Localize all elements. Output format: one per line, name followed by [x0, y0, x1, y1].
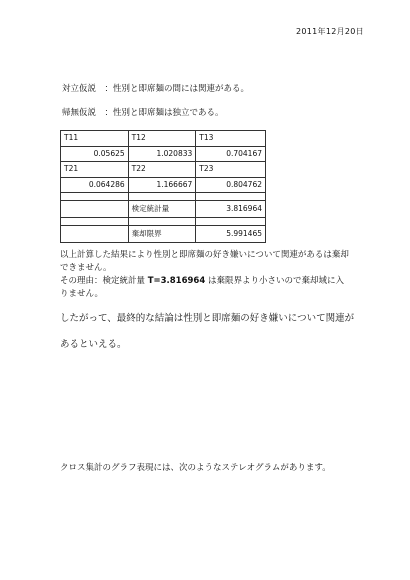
- table-cell: 1.166667: [128, 177, 196, 193]
- table-cell: [128, 193, 196, 201]
- table-row: [61, 201, 266, 218]
- table-row: [61, 218, 266, 226]
- table-row: [61, 131, 266, 147]
- table-cell: T11: [61, 131, 129, 147]
- reason-suffix: は棄限界より小さいので棄却域に入りません。: [60, 276, 344, 299]
- table-cell: 0.05625: [61, 146, 129, 162]
- table-cell: [61, 201, 129, 218]
- table-cell: T23: [196, 162, 266, 178]
- reason-paragraph: [60, 275, 350, 301]
- statistic-value: 3.816964: [196, 201, 266, 218]
- null-hypothesis: 帰無仮説 ：性別と即席麺は独立である。: [62, 108, 224, 118]
- conclusion-paragraph: したがって、最終的な結論は性別と即席麺の好き嫌いについて関連があるといえる。: [60, 313, 355, 350]
- table-cell: [196, 193, 266, 201]
- reason-statistic: T=3.816964: [147, 276, 206, 286]
- result-paragraph: 以上計算した結果により性別と即席麺の好き嫌いについて関連があるは棄却できません。: [60, 250, 349, 273]
- table-cell: T22: [128, 162, 196, 178]
- table-row: [61, 177, 266, 193]
- table-cell: [61, 193, 129, 201]
- table-row: [61, 226, 266, 243]
- alternative-hypothesis: 対立仮説 ：性別と即席麺の間には関連がある。: [62, 84, 250, 94]
- table-row: [61, 162, 266, 178]
- table-cell: [61, 226, 129, 243]
- chi-square-table: [60, 130, 266, 243]
- table-cell: T21: [61, 162, 129, 178]
- reason-prefix: その理由：検定統計量: [60, 276, 148, 286]
- table-cell: [196, 218, 266, 226]
- statistic-label: 検定統計量: [128, 201, 196, 218]
- table-cell: T12: [128, 131, 196, 147]
- table-row: [61, 146, 266, 162]
- table-row: [61, 193, 266, 201]
- table-cell: T13: [196, 131, 266, 147]
- critical-value: 5.991465: [196, 226, 266, 243]
- table-cell: 0.704167: [196, 146, 266, 162]
- document-date: 2011年12月20日: [295, 27, 364, 36]
- critical-label: 棄却限界: [128, 226, 196, 243]
- table-cell: [61, 218, 129, 226]
- footer-note: クロス集計のグラフ表現には、次のようなステレオグラムがあります。: [60, 463, 331, 473]
- table-cell: 1.020833: [128, 146, 196, 162]
- table-cell: 0.064286: [61, 177, 129, 193]
- table-cell: 0.804762: [196, 177, 266, 193]
- table-cell: [128, 218, 196, 226]
